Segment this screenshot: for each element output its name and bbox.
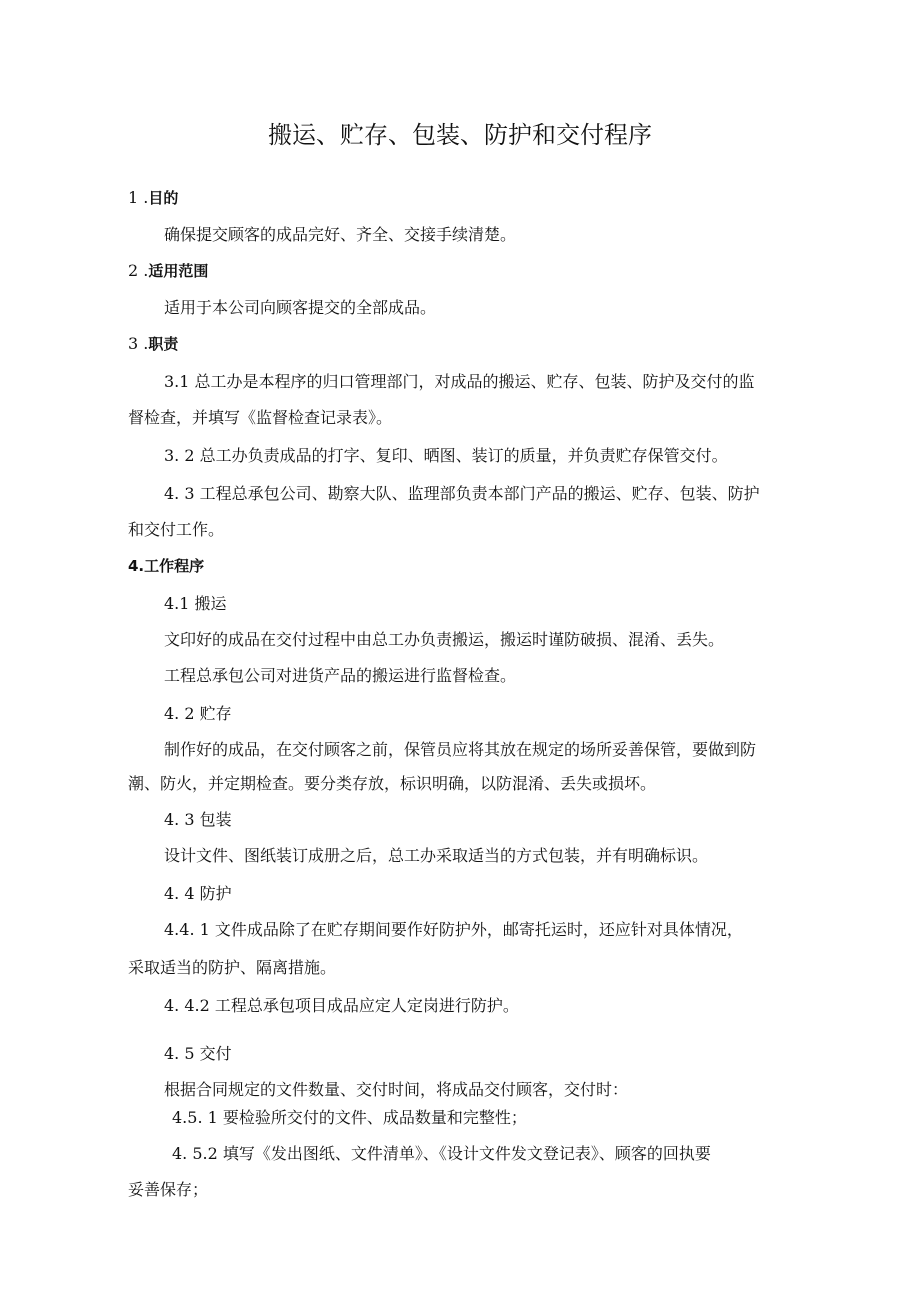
paragraph: 潮、防火，并定期检查。要分类存放，标识明确，以防混淆、丢失或损坏。: [128, 774, 657, 793]
section-3-heading: [128, 334, 178, 354]
paragraph: 4.5. 1 要检验所交付的文件、成品数量和完整性；: [172, 1108, 527, 1127]
subsection-heading: 4. 2 贮存: [164, 704, 232, 723]
subsection-heading: 4.1 搬运: [164, 594, 227, 613]
section-number: 1 .: [128, 188, 149, 207]
paragraph: 4. 5.2 填写《发出图纸、文件清单》、《设计文件发文登记表》、顾客的回执要: [172, 1144, 711, 1163]
section-title: 目的: [148, 189, 179, 207]
section-number: 2 .: [128, 261, 149, 280]
paragraph: 4.4. 1 文件成品除了在贮存期间要作好防护外，邮寄托运时，还应针对具体情况，: [164, 920, 743, 939]
paragraph: 4. 4.2 工程总承包项目成品应定人定岗进行防护。: [164, 996, 519, 1015]
paragraph: 文印好的成品在交付过程中由总工办负责搬运，搬运时谨防破损、混淆、丢失。: [164, 630, 725, 649]
paragraph: 适用于本公司向顾客提交的全部成品。: [164, 298, 437, 317]
paragraph: 确保提交顾客的成品完好、齐全、交接手续清楚。: [164, 225, 517, 244]
paragraph: 妥善保存；: [128, 1180, 209, 1199]
section-1-heading: [128, 188, 178, 208]
subsection-heading: 4. 5 交付: [164, 1044, 232, 1063]
paragraph: 4. 3 工程总承包公司、勘察大队、监理部负责本部门产品的搬运、贮存、包装、防护: [164, 484, 760, 503]
paragraph: 采取适当的防护、隔离措施。: [128, 958, 337, 977]
paragraph: 督检查，并填写《监督检查记录表》。: [128, 408, 393, 427]
section-2-heading: [128, 261, 208, 281]
subsection-heading: 4. 3 包装: [164, 810, 232, 829]
section-number: 3 .: [128, 334, 149, 353]
paragraph: 和交付工作。: [128, 520, 225, 539]
document-title: 搬运、贮存、包装、防护和交付程序: [268, 121, 652, 149]
paragraph: 工程总承包公司对进货产品的搬运进行监督检查。: [164, 666, 517, 685]
section-4-heading: 4.工作程序: [128, 557, 205, 575]
section-title: 适用范围: [148, 262, 209, 280]
paragraph: 制作好的成品，在交付顾客之前，保管员应将其放在规定的场所妥善保管，要做到防: [164, 740, 757, 759]
paragraph: 3. 2 总工办负责成品的打字、复印、晒图、装订的质量，并负责贮存保管交付。: [164, 446, 728, 465]
section-title: 职责: [148, 335, 179, 353]
paragraph: 3.1 总工办是本程序的归口管理部门，对成品的搬运、贮存、包装、防护及交付的监: [164, 372, 755, 391]
paragraph: 根据合同规定的文件数量、交付时间，将成品交付顾客，交付时：: [164, 1080, 629, 1099]
subsection-heading: 4. 4 防护: [164, 884, 232, 903]
paragraph: 设计文件、图纸装订成册之后，总工办采取适当的方式包装，并有明确标识。: [164, 846, 709, 865]
